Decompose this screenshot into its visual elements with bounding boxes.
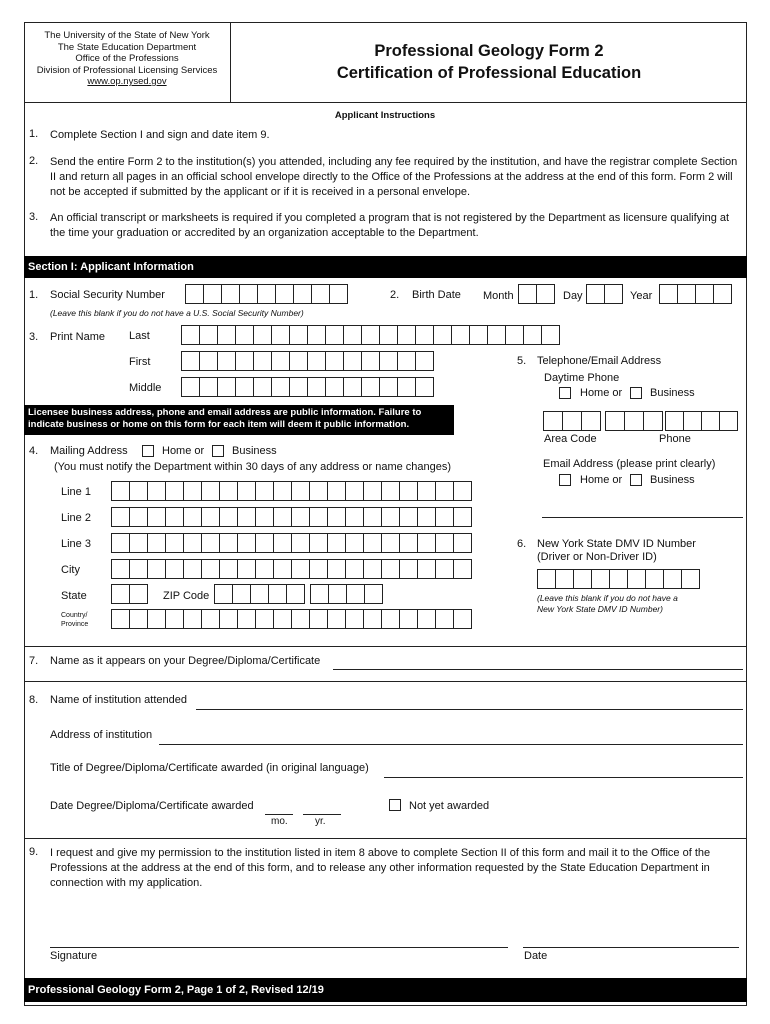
line-2-label: Line 2: [61, 512, 91, 524]
permission-text: I request and give my permission to the institution listed in item 8 above to complete Section II of this form and mail it to the Office of the Professions at the address at the end of this form, and to release any other information requested by the State Education Department in connection with my application.: [50, 847, 711, 889]
agency-line: Division of Professional Licensing Services: [36, 64, 218, 76]
birth-date-label: Birth Date: [412, 289, 461, 301]
item-num: 5.: [517, 355, 527, 367]
agency-block: [24, 22, 231, 103]
date-label: Date: [524, 950, 548, 962]
item-num: 7.: [29, 655, 39, 667]
instruction-num: 3.: [29, 211, 39, 223]
dmv-id-sublabel: (Driver or Non-Driver ID): [537, 551, 657, 563]
birth-year-boxes[interactable]: [660, 284, 732, 304]
ssn-label: Social Security Number: [50, 289, 165, 301]
title-line-2: Certification of Professional Education: [336, 64, 642, 82]
instructions-heading: Applicant Instructions: [334, 110, 436, 121]
item-num: 1.: [29, 289, 39, 301]
zip-code-label: ZIP Code: [163, 590, 210, 602]
phone-business-label: Business: [650, 387, 695, 399]
middle-name-boxes[interactable]: [182, 377, 434, 397]
page-footer: Professional Geology Form 2, Page 1 of 2, Revised 12/19: [24, 978, 747, 1002]
country-province-boxes[interactable]: [112, 609, 472, 629]
address-line-3-boxes[interactable]: [112, 533, 472, 553]
address-line-2-boxes[interactable]: [112, 507, 472, 527]
dmv-id-label: New York State DMV ID Number: [537, 538, 696, 550]
not-yet-awarded-checkbox[interactable]: [389, 799, 401, 811]
phone-home-label: Home or: [580, 387, 623, 399]
mailing-note: (You must notify the Department within 30 days of any address or name changes): [54, 461, 452, 473]
instruction-3: An official transcript or marksheets is required if you completed a program that is not registered by the Department as licensure qualifying at the time your graduation or accredited by an organization acceptable to the Department.: [50, 212, 730, 239]
address-line-1-boxes[interactable]: [112, 481, 472, 501]
email-business-label: Business: [650, 474, 695, 486]
section-1-header: Section I: Applicant Information: [24, 256, 747, 278]
phone-line-boxes[interactable]: [666, 411, 738, 431]
degree-name-label: Name as it appears on your Degree/Diploma/Certificate: [50, 655, 321, 667]
item-num: 2.: [390, 289, 400, 301]
state-label: State: [61, 590, 87, 602]
item-num: 9.: [29, 846, 39, 858]
degree-title-label: Title of Degree/Diploma/Certificate awarded (in original language): [50, 762, 369, 774]
dmv-note-line-1: (Leave this blank if you do not have a: [537, 593, 678, 603]
zip-plus4-boxes[interactable]: [311, 584, 383, 604]
line-3-label: Line 3: [61, 538, 91, 550]
dmv-id-boxes[interactable]: [538, 569, 700, 589]
agency-line: The University of the State of New York: [44, 30, 210, 41]
last-name-label: Last: [129, 330, 150, 342]
birth-day-boxes[interactable]: [587, 284, 623, 304]
birth-month-boxes[interactable]: [519, 284, 555, 304]
public-info-notice: Licensee business address, phone and email address are public information. Failure to indicate business or home on this form for each item will deem it public information.: [24, 405, 454, 435]
divider: [24, 838, 747, 839]
date-month-line[interactable]: [265, 814, 293, 815]
phone-prefix-boxes[interactable]: [606, 411, 663, 431]
institution-address-label: Address of institution: [50, 729, 153, 741]
phone-label: Phone: [659, 433, 691, 445]
year-label: Year: [630, 290, 653, 302]
area-code-label: Area Code: [544, 433, 597, 445]
city-boxes[interactable]: [112, 559, 472, 579]
institution-name-label: Name of institution attended: [50, 694, 187, 706]
city-label: City: [61, 564, 80, 576]
middle-name-label: Middle: [129, 382, 162, 394]
item-num: 6.: [517, 538, 527, 550]
first-name-label: First: [129, 356, 151, 368]
not-yet-awarded-label: Not yet awarded: [409, 800, 490, 812]
email-business-checkbox[interactable]: [630, 474, 642, 486]
email-home-label: Home or: [580, 474, 623, 486]
phone-home-checkbox[interactable]: [559, 387, 571, 399]
email-label: Email Address (please print clearly): [543, 458, 716, 470]
phone-business-checkbox[interactable]: [630, 387, 642, 399]
month-label: Month: [483, 290, 514, 302]
date-awarded-label: Date Degree/Diploma/Certificate awarded: [50, 800, 254, 812]
mailing-home-checkbox[interactable]: [142, 445, 154, 457]
zip-code-boxes[interactable]: [215, 584, 305, 604]
mailing-address-label: Mailing Address: [50, 445, 128, 457]
day-label: Day: [563, 290, 583, 302]
divider: [24, 646, 747, 647]
ssn-boxes[interactable]: [186, 284, 348, 304]
item-num: 4.: [29, 445, 39, 457]
daytime-phone-label: Daytime Phone: [544, 372, 620, 384]
divider: [24, 681, 747, 682]
email-input-line[interactable]: [542, 517, 743, 518]
signature-label: Signature: [50, 950, 98, 962]
country-label: Country/: [61, 612, 88, 619]
signature-line[interactable]: [50, 947, 508, 948]
mailing-business-label: Business: [232, 445, 277, 457]
title-line-1: Professional Geology Form 2: [374, 42, 604, 60]
last-name-boxes[interactable]: [182, 325, 560, 345]
first-name-boxes[interactable]: [182, 351, 434, 371]
print-name-label: Print Name: [50, 331, 106, 343]
agency-line: Office of the Professions: [75, 53, 179, 64]
website-link[interactable]: www.op.nysed.gov: [87, 76, 167, 87]
date-line[interactable]: [523, 947, 739, 948]
mailing-business-checkbox[interactable]: [212, 445, 224, 457]
item-num: 3.: [29, 331, 39, 343]
instruction-num: 1.: [29, 128, 39, 140]
agency-line: The State Education Department: [57, 41, 197, 53]
line-1-label: Line 1: [61, 486, 91, 498]
institution-name-line[interactable]: [196, 709, 743, 710]
degree-name-line[interactable]: [333, 669, 743, 670]
telephone-email-label: Telephone/Email Address: [537, 355, 662, 367]
month-abbr-label: mo.: [271, 816, 288, 827]
institution-address-line[interactable]: [159, 744, 743, 745]
instruction-1: Complete Section I and sign and date item 9.: [50, 129, 270, 141]
state-boxes[interactable]: [112, 584, 148, 604]
email-home-checkbox[interactable]: [559, 474, 571, 486]
year-abbr-label: yr.: [315, 816, 326, 827]
date-year-line[interactable]: [303, 814, 341, 815]
form-title: [231, 22, 747, 103]
area-code-boxes[interactable]: [544, 411, 601, 431]
dmv-note-line-2: New York State DMV ID Number): [537, 604, 663, 614]
instruction-num: 2.: [29, 155, 39, 167]
instruction-2: Send the entire Form 2 to the institution(s) you attended, including any fee required by the institution, and have the registrar complete Section II and return all pages in an official school envelope directly to the Office of the Professions at the address at the end of this form. Form 2 will not be accepted if submitted by the applicant or if it is received in a personal envelope.: [50, 156, 738, 198]
province-label: Province: [61, 621, 89, 628]
mailing-home-label: Home or: [162, 445, 205, 457]
item-num: 8.: [29, 694, 39, 706]
degree-title-line[interactable]: [384, 777, 743, 778]
ssn-note: (Leave this blank if you do not have a U.S. Social Security Number): [50, 308, 304, 318]
